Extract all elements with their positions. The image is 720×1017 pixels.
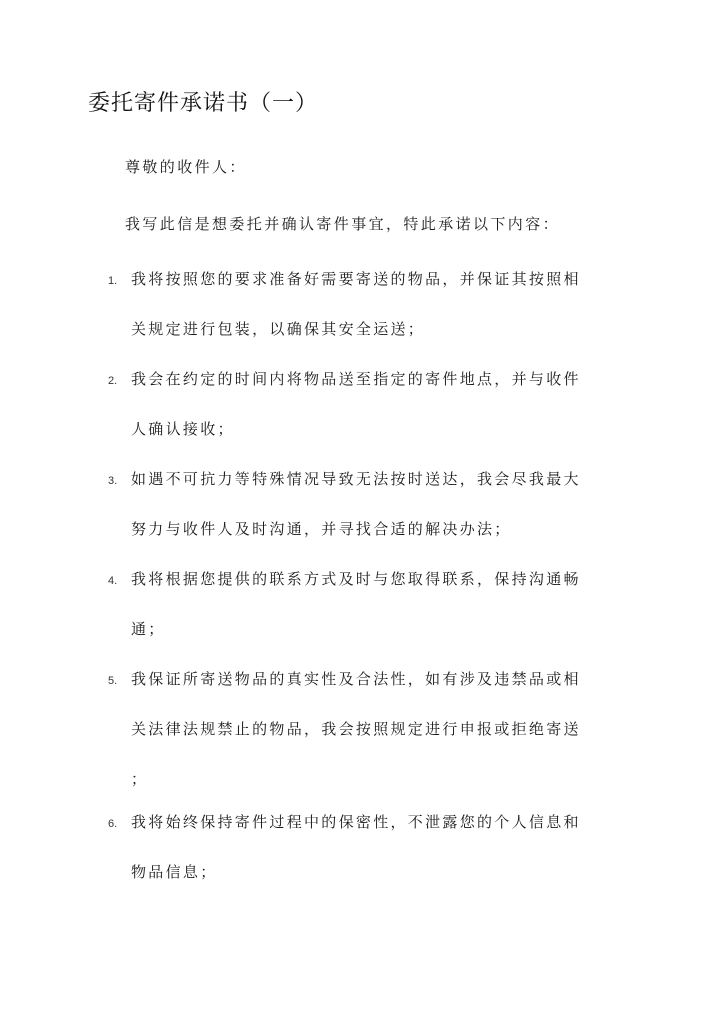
list-item-line: 物品信息； — [131, 863, 218, 881]
list-item-number: 5. — [108, 675, 118, 687]
list-item-line: 我将按照您的要求准备好需要寄送的物品，并保证其按照相 — [131, 270, 581, 288]
list-item-text — [131, 454, 626, 554]
list-item-line: 如遇不可抗力等特殊情况导致无法按时送达，我会尽我最大 — [131, 470, 581, 488]
document-title: 委托寄件承诺书（一） — [88, 91, 319, 116]
list-item-line: 我将根据您提供的联系方式及时与您取得联系，保持沟通畅 — [131, 570, 581, 588]
list-item-number: 4. — [108, 575, 118, 587]
list-item-text — [131, 797, 626, 897]
list-item-line: 我会在约定的时间内将物品送至指定的寄件地点，并与收件 — [131, 370, 581, 388]
list-item-text — [131, 654, 626, 804]
list-item-line: 通； — [131, 620, 166, 638]
list-item-text — [131, 554, 626, 654]
list-item-number: 6. — [108, 818, 118, 830]
list-item-line: 关法律法规禁止的物品，我会按照规定进行申报或拒绝寄送 — [131, 720, 581, 738]
list-item-number: 1. — [108, 275, 118, 287]
list-item-text — [131, 354, 626, 454]
list-item-line: 我保证所寄送物品的真实性及合法性，如有涉及违禁品或相 — [131, 670, 581, 688]
list-item-line: 努力与收件人及时沟通，并寻找合适的解决办法； — [131, 520, 512, 538]
list-item-number: 2. — [108, 375, 118, 387]
list-item-text — [131, 254, 626, 354]
intro-paragraph: 我写此信是想委托并确认寄件事宜，特此承诺以下内容： — [125, 215, 561, 233]
list-item-line: 我将始终保持寄件过程中的保密性，不泄露您的个人信息和 — [131, 813, 581, 831]
list-item-line: 人确认接收； — [131, 420, 235, 438]
list-item-number: 3. — [108, 475, 118, 487]
list-item-line: ； — [131, 770, 149, 788]
salutation: 尊敬的收件人： — [125, 158, 247, 176]
list-item-line: 关规定进行包装，以确保其安全运送； — [131, 320, 426, 338]
